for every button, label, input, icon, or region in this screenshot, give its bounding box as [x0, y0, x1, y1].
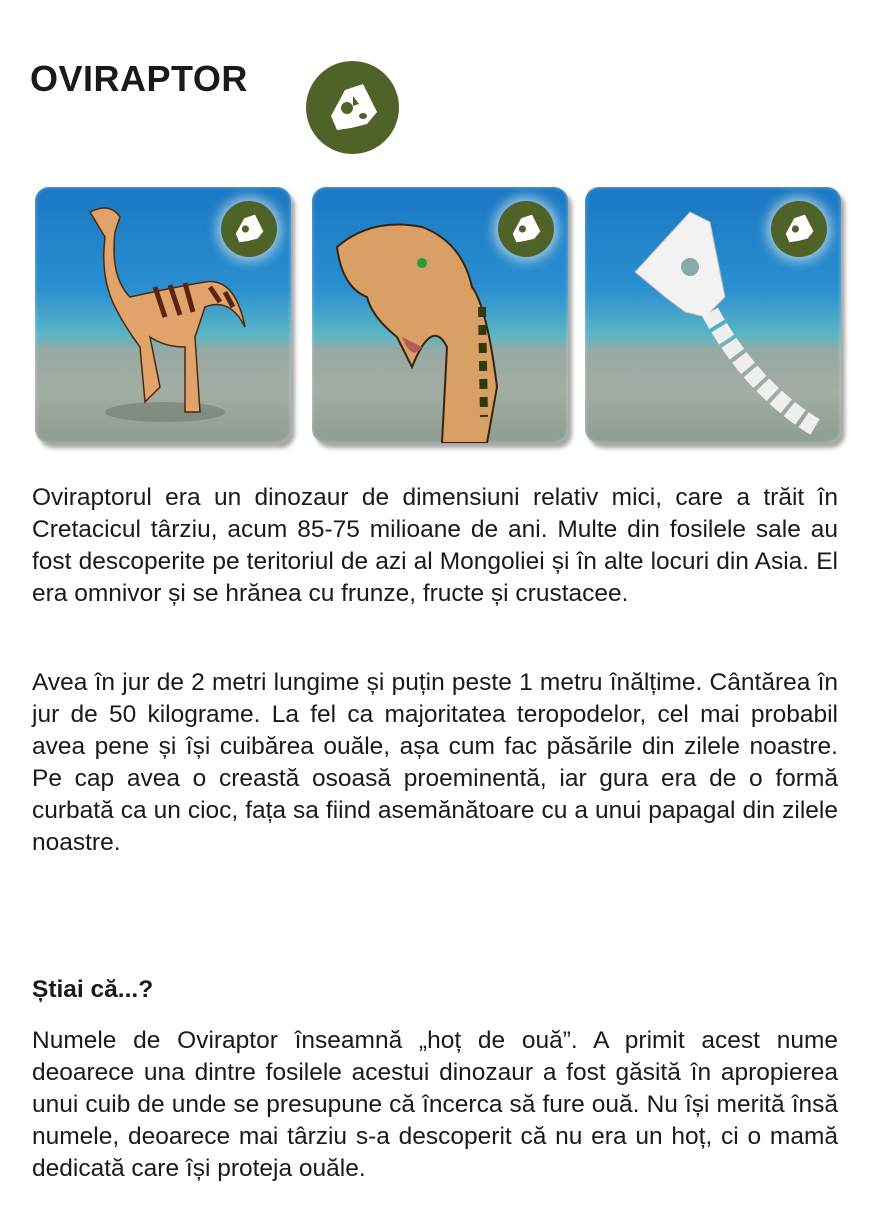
fossil-illustration: [585, 187, 841, 443]
intro-paragraph: Oviraptorul era un dinozaur de dimensiuni relativ mici, care a trăit în Cretacicul târziu, acum 85-75 milioane de ani. Multe din fosilele sale au fost descoperite pe teritoriul de azi al Mongoliei și în alte locuri din Asia. El era omnivor și se hrănea cu frunze, fructe și crustacee.: [32, 484, 838, 607]
did-you-know-paragraph: Numele de Oviraptor înseamnă „hoț de ouă”. A primit acest nume deoarece una dintre fosilele acestui dinozaur a fost găsită în apropierea unui cuib de unde se presupune că încerca să fure ouă. Nu își merită însă numele, deoarece mai târziu s-a descoperit că nu era un hoț, ci o mamă dedicată care își proteja ouăle.: [32, 1027, 838, 1182]
page-title: OVIRAPTOR: [30, 58, 248, 99]
description-paragraph: Avea în jur de 2 metri lungime și puțin peste 1 metru înălțime. Cântărea în jur de 50 kilograme. La fel ca majoritatea teropodelor, cel mai probabil avea pene și își cuibărea ouăle, așa cum fac păsările din zilele noastre. Pe cap avea o creastă osoasă proeminentă, iar gura era de o formă curbată ca un cioc, fața sa fiind asemănătoare cu a unui papagal din zilele noastre.: [32, 669, 838, 856]
head-illustration: [312, 187, 568, 443]
oviraptor-skull-icon: [771, 201, 827, 257]
did-you-know-heading: Știai că...?: [32, 976, 154, 1003]
oviraptor-skull-icon: [221, 201, 277, 257]
oviraptor-skull-icon: [498, 201, 554, 257]
full-body-illustration: [35, 187, 291, 443]
oviraptor-skull-icon: [306, 61, 399, 154]
